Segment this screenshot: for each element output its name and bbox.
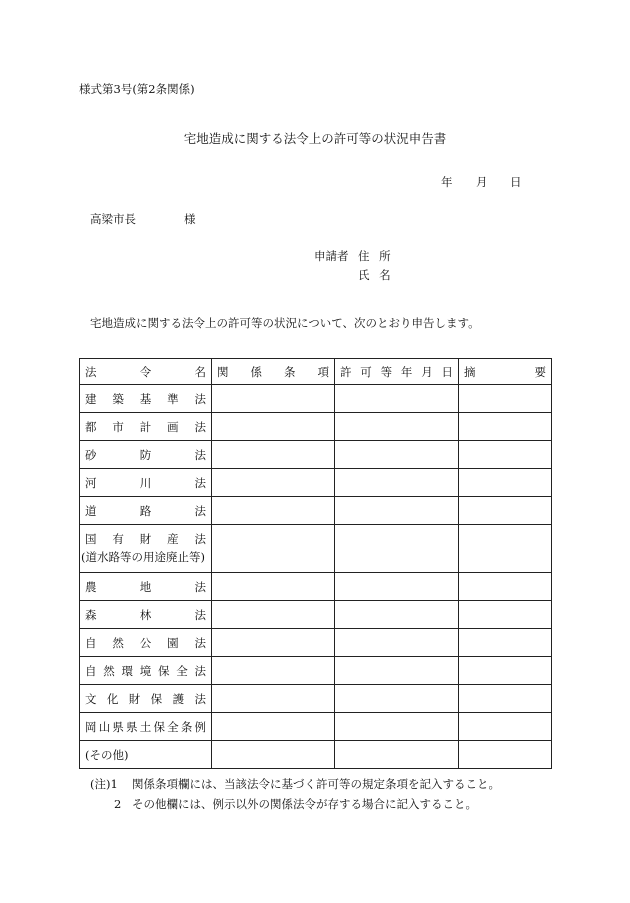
law-name-char: 地 xyxy=(139,579,152,594)
law-name-cell xyxy=(80,525,212,573)
law-name-char: 産 xyxy=(167,532,179,546)
law-name-char: 境 xyxy=(139,663,152,678)
law-name-char: 法 xyxy=(194,391,206,406)
law-name-char: 国 xyxy=(85,532,97,546)
law-name-char: 路 xyxy=(139,503,152,518)
law-name-cell xyxy=(80,385,212,413)
law-name-char: 法 xyxy=(194,635,206,650)
law-name-char: 有 xyxy=(112,532,124,546)
law-name xyxy=(85,607,206,623)
related-clause-cell[interactable] xyxy=(212,573,335,601)
header-char: 摘 xyxy=(464,364,476,379)
law-name-cell xyxy=(80,441,212,469)
law-name-char: 岡 xyxy=(85,719,97,734)
related-clause-cell[interactable] xyxy=(212,741,335,769)
law-name-char: 県 xyxy=(112,719,124,734)
law-name-char: 準 xyxy=(167,391,179,406)
related-clause-cell[interactable] xyxy=(212,525,335,573)
form-number: 様式第3号(第2条関係) xyxy=(79,82,195,96)
related-clause-cell[interactable] xyxy=(212,497,335,525)
date-year: 年 xyxy=(441,175,453,189)
law-name-char: 環 xyxy=(121,663,133,678)
date-day: 日 xyxy=(510,175,522,189)
law-name-char: 法 xyxy=(194,419,206,434)
permit-date-cell[interactable] xyxy=(335,741,459,769)
table-header-row xyxy=(80,359,552,385)
law-name-cell xyxy=(80,469,212,497)
permit-date-cell[interactable] xyxy=(335,413,459,441)
law-name-char: 築 xyxy=(112,391,124,406)
header-char: 名 xyxy=(194,364,206,379)
law-name-char: 砂 xyxy=(85,447,97,462)
related-clause-cell[interactable] xyxy=(212,657,335,685)
law-name-char: 護 xyxy=(172,691,185,706)
law-name-char: 基 xyxy=(139,391,152,406)
header-char: 年 xyxy=(400,364,413,379)
law-name-cell xyxy=(80,601,212,629)
law-name-note: (道水路等の用途廃止等) xyxy=(81,550,205,564)
related-clause-cell[interactable] xyxy=(212,713,335,741)
table-row xyxy=(80,525,552,573)
intro-text: 宅地造成に関する法令上の許可等の状況について、次のとおり申告します。 xyxy=(90,316,480,330)
law-name xyxy=(85,663,206,679)
law-name-char: 山 xyxy=(98,719,111,734)
permit-date-cell[interactable] xyxy=(335,657,459,685)
related-clause-cell[interactable] xyxy=(212,385,335,413)
law-name: (その他) xyxy=(85,747,129,762)
table-row xyxy=(80,713,552,741)
law-name-cell xyxy=(80,685,212,713)
header-char: 関 xyxy=(217,364,229,379)
law-name-char: 道 xyxy=(85,503,97,518)
name-label: 氏 名 xyxy=(358,268,394,282)
related-clause-cell[interactable] xyxy=(212,469,335,497)
summary-cell[interactable] xyxy=(459,629,552,657)
summary-cell[interactable] xyxy=(459,685,552,713)
header-char: 法 xyxy=(85,364,97,379)
law-name-char: 財 xyxy=(139,532,152,546)
law-name-char: 然 xyxy=(112,635,124,650)
permit-date-cell[interactable] xyxy=(335,573,459,601)
law-name-char: 保 xyxy=(153,719,165,734)
law-name-char: 化 xyxy=(106,691,119,706)
law-name xyxy=(85,531,206,548)
permit-date-cell[interactable] xyxy=(335,469,459,497)
addressee-honorific: 様 xyxy=(184,212,196,226)
table-row xyxy=(80,573,552,601)
table-row xyxy=(80,741,552,769)
permit-date-cell[interactable] xyxy=(335,685,459,713)
address-label: 住 所 xyxy=(358,249,394,263)
header-summary xyxy=(459,359,552,385)
header-char: 可 xyxy=(360,364,372,379)
law-name-char: 林 xyxy=(139,607,152,622)
permit-date-cell[interactable] xyxy=(335,385,459,413)
applicant-label: 申請者 xyxy=(314,249,349,263)
table-row xyxy=(80,629,552,657)
law-name-cell xyxy=(80,497,212,525)
header-related-clause-text xyxy=(217,364,329,380)
header-char: 令 xyxy=(139,364,152,379)
header-char: 項 xyxy=(317,364,329,379)
header-char: 係 xyxy=(250,364,262,379)
law-name-char: 森 xyxy=(85,607,97,622)
note-2-prefix: 2 xyxy=(114,797,122,811)
law-name-char: 自 xyxy=(85,663,97,678)
permit-date-cell[interactable] xyxy=(335,713,459,741)
law-name-char: 市 xyxy=(112,419,124,434)
law-name-char: 法 xyxy=(194,607,206,622)
law-name-char: 例 xyxy=(194,719,206,734)
law-name-char: 全 xyxy=(176,663,188,678)
law-name-char: 保 xyxy=(158,663,170,678)
header-char: 日 xyxy=(441,364,453,379)
summary-cell[interactable] xyxy=(459,713,552,741)
law-name-char: 法 xyxy=(194,475,206,490)
document-title: 宅地造成に関する法令上の許可等の状況申告書 xyxy=(183,131,447,146)
law-name xyxy=(85,419,206,435)
table-row xyxy=(80,385,552,413)
table-row xyxy=(80,413,552,441)
law-name-char: 建 xyxy=(85,391,97,406)
law-name-char: 法 xyxy=(194,663,206,678)
law-name-char: 都 xyxy=(85,419,97,434)
law-name-char: 保 xyxy=(150,691,163,706)
law-name-char: 法 xyxy=(194,579,206,594)
header-law-name-text xyxy=(85,364,206,380)
law-name-char: 画 xyxy=(167,419,179,434)
date-month: 月 xyxy=(476,175,488,189)
table-row xyxy=(80,601,552,629)
law-name-char: 全 xyxy=(167,719,179,734)
header-permit-date xyxy=(335,359,459,385)
summary-cell[interactable] xyxy=(459,469,552,497)
law-table xyxy=(79,358,552,769)
summary-cell[interactable] xyxy=(459,573,552,601)
law-name xyxy=(85,635,206,651)
law-name xyxy=(85,503,206,519)
law-name-char: 河 xyxy=(85,475,97,490)
header-char: 等 xyxy=(380,364,393,379)
note-1-text: 関係条項欄には、当該法令に基づく許可等の規定条項を記入すること。 xyxy=(132,777,500,791)
law-name-char: 条 xyxy=(180,719,193,734)
permit-date-cell[interactable] xyxy=(335,601,459,629)
summary-cell[interactable] xyxy=(459,497,552,525)
law-name-cell xyxy=(80,629,212,657)
permit-date-cell[interactable] xyxy=(335,629,459,657)
law-name-char: 園 xyxy=(167,635,179,650)
related-clause-cell[interactable] xyxy=(212,441,335,469)
law-name-char: 土 xyxy=(139,719,152,734)
header-char: 月 xyxy=(421,364,433,379)
summary-cell[interactable] xyxy=(459,601,552,629)
addressee-name: 高梁市長 xyxy=(90,212,136,226)
law-name-char: 県 xyxy=(126,719,138,734)
note-2-text: その他欄には、例示以外の関係法令が存する場合に記入すること。 xyxy=(132,797,477,811)
law-name xyxy=(85,475,206,491)
law-name-char: 然 xyxy=(103,663,115,678)
header-related-clause xyxy=(212,359,335,385)
law-name-cell xyxy=(80,713,212,741)
related-clause-cell[interactable] xyxy=(212,601,335,629)
law-name-char: 公 xyxy=(139,635,152,650)
related-clause-cell[interactable] xyxy=(212,629,335,657)
law-name-cell xyxy=(80,413,212,441)
summary-cell[interactable] xyxy=(459,441,552,469)
law-name-char: 財 xyxy=(128,691,141,706)
permit-date-cell[interactable] xyxy=(335,497,459,525)
note-1-prefix: (注)1 xyxy=(90,777,118,791)
table-row xyxy=(80,685,552,713)
law-name xyxy=(85,719,206,735)
law-name xyxy=(85,691,206,707)
law-name-char: 文 xyxy=(85,691,97,706)
related-clause-cell[interactable] xyxy=(212,685,335,713)
table-row xyxy=(80,469,552,497)
summary-cell[interactable] xyxy=(459,525,552,573)
header-law-name xyxy=(80,359,212,385)
header-summary-text xyxy=(464,364,546,380)
law-name-char: 川 xyxy=(139,475,152,490)
header-char: 許 xyxy=(340,364,352,379)
law-name xyxy=(85,447,206,463)
permit-date-cell[interactable] xyxy=(335,525,459,573)
summary-cell[interactable] xyxy=(459,385,552,413)
summary-cell[interactable] xyxy=(459,657,552,685)
law-name-cell xyxy=(80,657,212,685)
law-name xyxy=(85,579,206,595)
law-name-cell xyxy=(80,741,212,769)
law-name-char: 法 xyxy=(194,532,206,546)
related-clause-cell[interactable] xyxy=(212,413,335,441)
law-name-char: 法 xyxy=(194,691,206,706)
header-char: 条 xyxy=(284,364,296,379)
law-name-char: 計 xyxy=(139,419,152,434)
summary-cell[interactable] xyxy=(459,741,552,769)
header-char: 要 xyxy=(534,364,546,379)
table-row xyxy=(80,441,552,469)
law-name-char: 法 xyxy=(194,503,206,518)
law-name-char: 自 xyxy=(85,635,97,650)
table-row xyxy=(80,497,552,525)
law-name-char: 農 xyxy=(85,579,97,594)
law-table-body xyxy=(80,385,552,769)
law-name-char: 防 xyxy=(139,447,152,462)
law-name-cell xyxy=(80,573,212,601)
permit-date-cell[interactable] xyxy=(335,441,459,469)
law-name-char: 法 xyxy=(194,447,206,462)
law-name xyxy=(85,391,206,407)
header-permit-date-text xyxy=(340,364,453,380)
summary-cell[interactable] xyxy=(459,413,552,441)
table-row xyxy=(80,657,552,685)
